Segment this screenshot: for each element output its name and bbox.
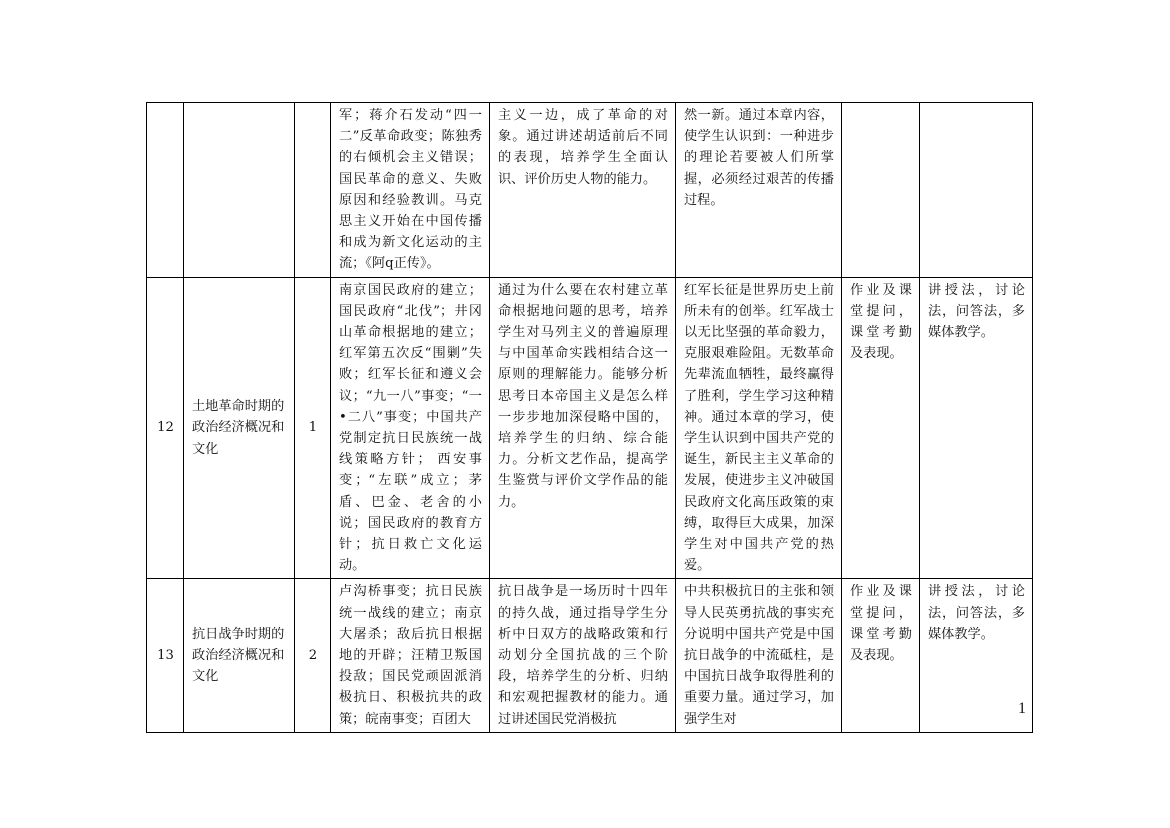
table-row xyxy=(147,579,1033,732)
moral-goal-cell: 红军长征是世界历史上前所未有的创举。红军战士以无比坚强的革命毅力，克服艰难险阻。无数革命先辈流血牺牲，最终赢得了胜利，学生学习这种精神。通过本章的学习，使学生认识到中国共产党的诞生，新民主主义革命的发展，使进步主义冲破国民政府文化高压政策的束缚，取得巨大成果，加深学生对中国共产党的热爱。 xyxy=(676,277,842,579)
ability-goal-cell: 主义一边，成了革命的对象。通过讲述胡适前后不同的表现，培养学生全面认识、评价历史人物的能力。 xyxy=(490,103,676,278)
topic-cell: 土地革命时期的政治经济概况和文化 xyxy=(184,277,295,579)
topic-cell xyxy=(184,103,295,278)
syllabus-table xyxy=(146,102,1033,733)
content-cell: 南京国民政府的建立；国民政府“北伐”；井冈山革命根据地的建立；红军第五次反“围剿”失败；红军长征和遵义会议；“九一八”事变；“一•二八”事变；中国共产党制定抗日民族统一战线策略方针； 西安事变；“左联”成立；茅盾、巴金、老舍的小说；国民政府的教育方针；抗日救亡文化运动。 xyxy=(331,277,490,579)
teaching-method-cell: 讲授法，讨论法，问答法，多媒体教学。 xyxy=(920,277,1033,579)
page-number: 1 xyxy=(1018,700,1026,717)
topic-cell: 抗日战争时期的政治经济概况和文化 xyxy=(184,579,295,732)
table-row xyxy=(147,277,1033,579)
content-cell: 军；蒋介石发动“四一二”反革命政变；陈独秀的右倾机会主义错误；国民革命的意义、失败原因和经验教训。马克思主义开始在中国传播和成为新文化运动的主流；《阿q正传》。 xyxy=(331,103,490,278)
hours-cell: 2 xyxy=(295,579,331,732)
chapter-number-cell: 13 xyxy=(147,579,184,732)
assessment-cell: 作业及课堂提问，课堂考勤及表现。 xyxy=(842,277,920,579)
chapter-number-cell: 12 xyxy=(147,277,184,579)
assessment-cell: 作业及课堂提问，课堂考勤及表现。 xyxy=(842,579,920,732)
chapter-number-cell xyxy=(147,103,184,278)
moral-goal-cell: 中共积极抗日的主张和领导人民英勇抗战的事实充分说明中国共产党是中国抗日战争的中流砥柱，是中国抗日战争取得胜利的重要力量。通过学习，加强学生对 xyxy=(676,579,842,732)
teaching-method-cell xyxy=(920,103,1033,278)
moral-goal-cell: 然一新。通过本章内容，使学生认识到：一种进步的理论若要被人们所掌握，必须经过艰苦的传播过程。 xyxy=(676,103,842,278)
ability-goal-cell: 抗日战争是一场历时十四年的持久战，通过指导学生分析中日双方的战略政策和行动划分全国抗战的三个阶段，培养学生的分析、归纳和宏观把握教材的能力。通过讲述国民党消极抗 xyxy=(490,579,676,732)
hours-cell xyxy=(295,103,331,278)
table-row xyxy=(147,103,1033,278)
teaching-method-cell: 讲授法，讨论法，问答法，多媒体教学。 xyxy=(920,579,1033,732)
hours-cell: 1 xyxy=(295,277,331,579)
ability-goal-cell: 通过为什么要在农村建立革命根据地问题的思考，培养学生对马列主义的普遍原理与中国革命实践相结合这一原则的理解能力。能够分析思考日本帝国主义是怎么样一步步地加深侵略中国的，培养学生的归纳、综合能力。分析文艺作品，提高学生鉴赏与评价文学作品的能力。 xyxy=(490,277,676,579)
content-cell: 卢沟桥事变；抗日民族统一战线的建立；南京大屠杀；敌后抗日根据地的开辟；汪精卫叛国投敌；国民党顽固派消极抗日、积极抗共的政策；皖南事变；百团大 xyxy=(331,579,490,732)
assessment-cell xyxy=(842,103,920,278)
